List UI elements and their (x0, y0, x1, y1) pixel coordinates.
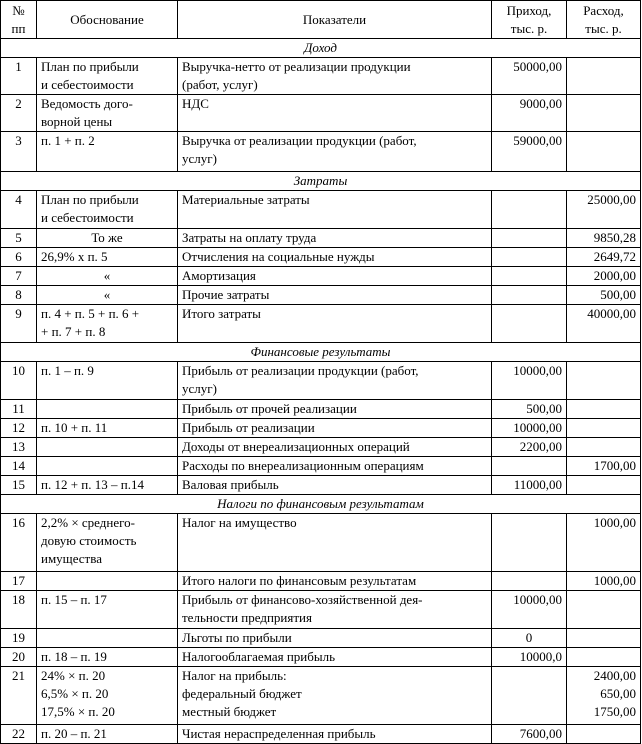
row-basis: Ведомость дого- ворной цены (37, 95, 178, 132)
row-income: 500,00 (492, 400, 567, 419)
row-income (492, 267, 567, 286)
row-indicator: Выручка от реализации продукции (работ, услуг) (178, 132, 492, 172)
table-row (1, 648, 641, 667)
table-row (1, 248, 641, 267)
row-num: 6 (1, 248, 37, 267)
row-indicator: Налогооблагаемая прибыль (178, 648, 492, 667)
row-income (492, 667, 567, 725)
row-income: 10000,0 (492, 648, 567, 667)
row-basis (37, 629, 178, 648)
row-expense (567, 58, 641, 95)
row-expense (567, 132, 641, 172)
row-num: 11 (1, 400, 37, 419)
row-income: 7600,00 (492, 725, 567, 744)
table-row (1, 191, 641, 229)
row-num: 16 (1, 514, 37, 572)
row-num: 15 (1, 476, 37, 495)
row-income: 2200,00 (492, 438, 567, 457)
row-basis (37, 400, 178, 419)
row-indicator: Расходы по внереализационным операциям (178, 457, 492, 476)
row-basis: План по прибыли и себестоимости (37, 58, 178, 95)
row-num: 7 (1, 267, 37, 286)
row-indicator: Прибыль от реализации (178, 419, 492, 438)
row-income: 59000,00 (492, 132, 567, 172)
table-row (1, 438, 641, 457)
row-income: 10000,00 (492, 591, 567, 629)
row-num: 2 (1, 95, 37, 132)
row-indicator: НДС (178, 95, 492, 132)
row-expense: 2000,00 (567, 267, 641, 286)
table-row (1, 132, 641, 172)
table-row (1, 95, 641, 132)
row-num: 1 (1, 58, 37, 95)
table-row (1, 457, 641, 476)
row-income: 10000,00 (492, 419, 567, 438)
row-indicator: Итого налоги по финансовым результатам (178, 572, 492, 591)
row-indicator: Льготы по прибыли (178, 629, 492, 648)
row-income (492, 248, 567, 267)
row-expense (567, 476, 641, 495)
section-financial: Финансовые результаты (1, 343, 641, 362)
row-basis: План по прибыли и себестоимости (37, 191, 178, 229)
row-basis (37, 438, 178, 457)
row-income (492, 286, 567, 305)
row-basis: п. 15 – п. 17 (37, 591, 178, 629)
table-row (1, 419, 641, 438)
row-num: 14 (1, 457, 37, 476)
row-basis: п. 1 + п. 2 (37, 132, 178, 172)
row-expense: 9850,28 (567, 229, 641, 248)
header-num: № пп (1, 1, 37, 39)
table-row (1, 58, 641, 95)
row-income: 10000,00 (492, 362, 567, 400)
row-expense (567, 648, 641, 667)
header-income: Приход, тыс. р. (492, 1, 567, 39)
row-basis: « (37, 286, 178, 305)
row-basis: п. 12 + п. 13 – п.14 (37, 476, 178, 495)
row-indicator: Доходы от внереализационных операций (178, 438, 492, 457)
row-indicator: Чистая нераспределенная прибыль (178, 725, 492, 744)
row-indicator: Итого затраты (178, 305, 492, 343)
row-basis: 24% × п. 20 6,5% × п. 20 17,5% × п. 20 (37, 667, 178, 725)
header-row (1, 1, 641, 39)
table-row (1, 514, 641, 572)
table-row (1, 572, 641, 591)
row-income: 9000,00 (492, 95, 567, 132)
row-indicator: Выручка-нетто от реализации продукции (работ, услуг) (178, 58, 492, 95)
row-indicator: Затраты на оплату труда (178, 229, 492, 248)
row-num: 10 (1, 362, 37, 400)
table-row (1, 267, 641, 286)
row-basis: То же (37, 229, 178, 248)
row-num: 4 (1, 191, 37, 229)
row-income (492, 572, 567, 591)
row-indicator: Налог на прибыль: федеральный бюджет местный бюджет (178, 667, 492, 725)
table-row (1, 286, 641, 305)
row-num: 12 (1, 419, 37, 438)
row-income: 50000,00 (492, 58, 567, 95)
section-taxes: Налоги по финансовым результатам (1, 495, 641, 514)
row-indicator: Прибыль от реализации продукции (работ, услуг) (178, 362, 492, 400)
row-basis (37, 457, 178, 476)
row-expense (567, 95, 641, 132)
table-row (1, 305, 641, 343)
row-expense: 2400,00 650,00 1750,00 (567, 667, 641, 725)
table-row (1, 362, 641, 400)
row-basis: п. 18 – п. 19 (37, 648, 178, 667)
row-expense: 40000,00 (567, 305, 641, 343)
row-basis: 26,9% х п. 5 (37, 248, 178, 267)
row-indicator: Материальные затраты (178, 191, 492, 229)
row-num: 3 (1, 132, 37, 172)
row-expense: 500,00 (567, 286, 641, 305)
section-costs: Затраты (1, 172, 641, 191)
table-row (1, 591, 641, 629)
row-income (492, 514, 567, 572)
row-indicator: Валовая прибыль (178, 476, 492, 495)
header-basis: Обоснование (37, 1, 178, 39)
table-row (1, 229, 641, 248)
row-indicator: Налог на имущество (178, 514, 492, 572)
row-income: 11000,00 (492, 476, 567, 495)
row-income (492, 305, 567, 343)
row-expense (567, 591, 641, 629)
row-indicator: Прибыль от прочей реализации (178, 400, 492, 419)
section-income: Доход (1, 39, 641, 58)
row-expense: 25000,00 (567, 191, 641, 229)
row-num: 22 (1, 725, 37, 744)
row-expense (567, 419, 641, 438)
row-expense: 2649,72 (567, 248, 641, 267)
table-row (1, 476, 641, 495)
row-expense (567, 725, 641, 744)
header-indicator: Показатели (178, 1, 492, 39)
row-indicator: Отчисления на социальные нужды (178, 248, 492, 267)
row-num: 18 (1, 591, 37, 629)
row-basis: п. 1 – п. 9 (37, 362, 178, 400)
row-basis (37, 572, 178, 591)
row-income (492, 457, 567, 476)
table-row (1, 629, 641, 648)
row-num: 20 (1, 648, 37, 667)
row-income: 0 (492, 629, 567, 648)
row-income (492, 191, 567, 229)
row-num: 13 (1, 438, 37, 457)
table-row (1, 667, 641, 725)
row-basis: 2,2% × среднего- довую стоимость имущества (37, 514, 178, 572)
row-num: 5 (1, 229, 37, 248)
row-expense (567, 629, 641, 648)
table-row (1, 725, 641, 744)
row-expense (567, 362, 641, 400)
row-basis: « (37, 267, 178, 286)
row-indicator: Прочие затраты (178, 286, 492, 305)
row-expense (567, 438, 641, 457)
row-indicator: Амортизация (178, 267, 492, 286)
header-expense: Расход, тыс. р. (567, 1, 641, 39)
table-row (1, 400, 641, 419)
row-expense: 1700,00 (567, 457, 641, 476)
row-indicator: Прибыль от финансово-хозяйственной дея- тельности предприятия (178, 591, 492, 629)
row-num: 21 (1, 667, 37, 725)
row-basis: п. 4 + п. 5 + п. 6 + + п. 7 + п. 8 (37, 305, 178, 343)
row-num: 19 (1, 629, 37, 648)
row-expense: 1000,00 (567, 572, 641, 591)
row-expense (567, 400, 641, 419)
row-basis: п. 20 – п. 21 (37, 725, 178, 744)
row-num: 9 (1, 305, 37, 343)
row-num: 17 (1, 572, 37, 591)
row-expense: 1000,00 (567, 514, 641, 572)
row-basis: п. 10 + п. 11 (37, 419, 178, 438)
row-income (492, 229, 567, 248)
row-num: 8 (1, 286, 37, 305)
